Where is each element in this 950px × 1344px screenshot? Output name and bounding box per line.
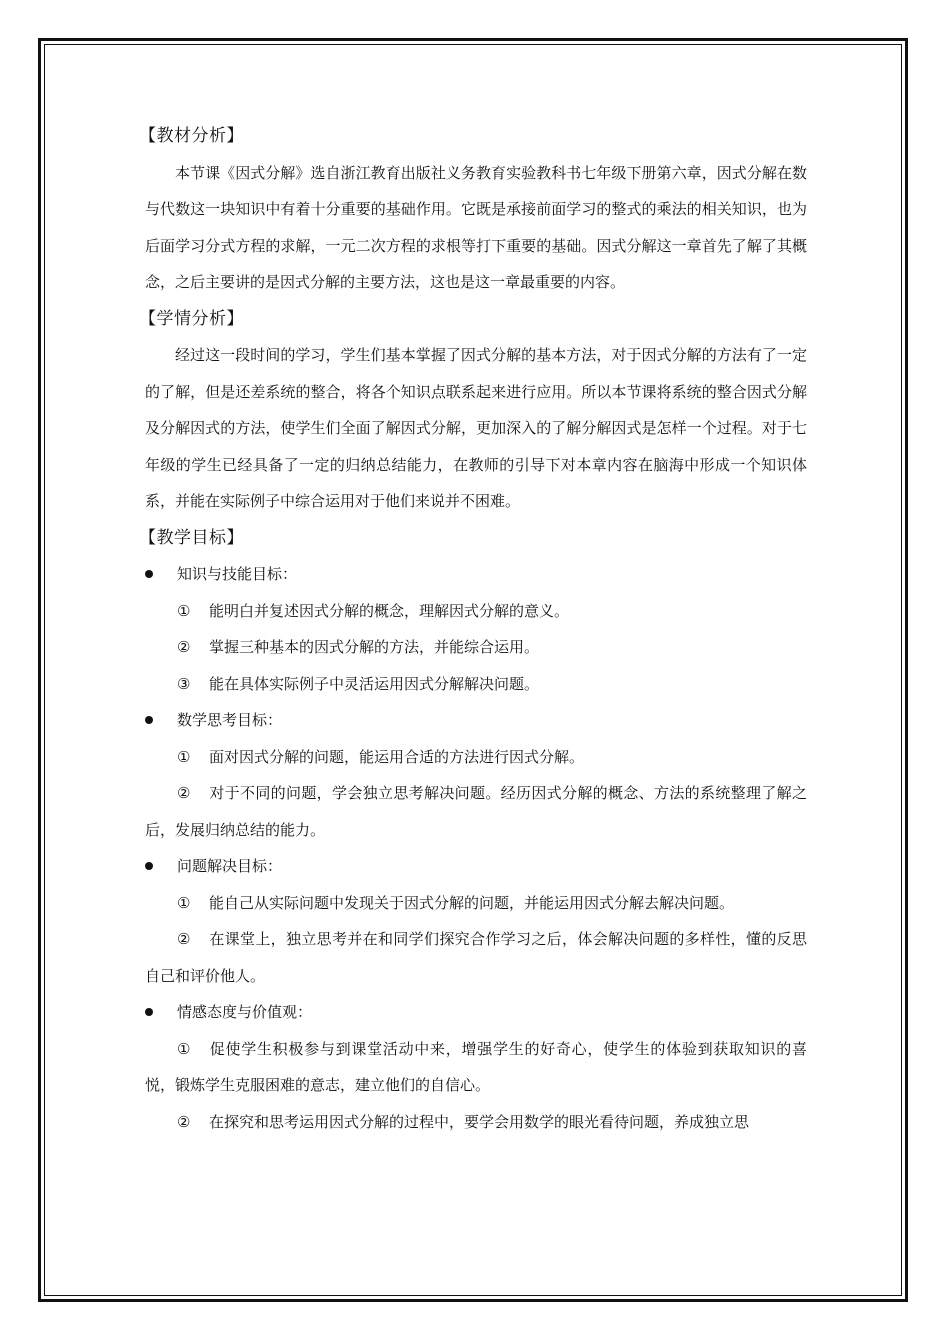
bullet-icon (145, 570, 153, 578)
section-title-goals: 【教学目标】 (139, 527, 244, 548)
goal-group-problem-solving (145, 848, 807, 885)
bullet-icon (145, 1008, 153, 1016)
section-title-material: 【教材分析】 (139, 126, 244, 146)
bullet-icon (145, 862, 153, 870)
goal-item (145, 775, 807, 848)
document-body (139, 118, 807, 1140)
goal-group-attitude (145, 994, 807, 1031)
item-text: 在探究和思考运用因式分解的过程中，要学会用数学的眼光看待问题，养成独立思 (209, 1112, 750, 1131)
students-paragraph: 经过这一段时间的学习，学生们基本掌握了因式分解的基本方法，对于因式分解的方法有了一定的了解，但是还差系统的整合，将各个知识点联系起来进行应用。所以本节课将系统的整合因式分解及分解因式的方法，使学生们全面了解因式分解，更加深入的了解分解因式是怎样一个过程。对于七年级的学生已经具备了一定的归纳总结能力，在教师的引导下对本章内容在脑海中形成一个知识体系，并能在实际例子中综合运用对于他们来说并不困难。 (145, 346, 807, 510)
item-number: ② (177, 784, 191, 802)
item-text: 能在具体实际例子中灵活运用因式分解解决问题。 (209, 674, 540, 693)
item-text: 在课堂上，独立思考并在和同学们探究合作学习之后，体会解决问题的多样性，懂的反思自己和评价他人。 (145, 930, 807, 985)
item-number: ② (177, 1112, 191, 1131)
section-title-students: 【学情分析】 (139, 308, 244, 329)
item-number: ② (177, 638, 191, 656)
goal-group-label: 情感态度与价值观： (177, 1003, 313, 1021)
goal-item (145, 739, 807, 776)
item-text: 面对因式分解的问题，能运用合适的方法进行因式分解。 (209, 747, 585, 766)
item-number: ① (177, 747, 191, 766)
item-text: 促使学生积极参与到课堂活动中来，增强学生的好奇心，使学生的体验到获取知识的喜悦，锻炼学生克服困难的意志，建立他们的自信心。 (145, 1039, 807, 1094)
goal-group-knowledge (145, 556, 807, 593)
goal-item (145, 593, 807, 630)
goal-group-math-thinking (145, 702, 807, 739)
goal-item (145, 1104, 807, 1141)
goal-item (145, 885, 807, 922)
material-paragraph: 本节课《因式分解》选自浙江教育出版社义务教育实验教科书七年级下册第六章，因式分解在数与代数这一块知识中有着十分重要的基础作用。它既是承接前面学习的整式的乘法的相关知识，也为后面学习分式方程的求解，一元二次方程的求根等打下重要的基础。因式分解这一章首先了解了其概念，之后主要讲的是因式分解的主要方法，这也是这一章最重要的内容。 (145, 163, 807, 291)
item-text: 能自己从实际问题中发现关于因式分解的问题，并能运用因式分解去解决问题。 (209, 893, 735, 912)
goal-item (145, 629, 807, 666)
item-number: ① (177, 893, 191, 912)
item-number: ① (177, 601, 191, 620)
item-number: ① (177, 1039, 191, 1058)
bullet-icon (145, 716, 153, 724)
item-text: 掌握三种基本的因式分解的方法，并能综合运用。 (209, 638, 540, 656)
goal-item (145, 666, 807, 703)
item-text: 对于不同的问题，学会独立思考解决问题。经历因式分解的概念、方法的系统整理了解之后，发展归纳总结的能力。 (145, 784, 807, 839)
goal-group-label: 问题解决目标： (177, 857, 283, 875)
goal-group-label: 知识与技能目标： (177, 565, 298, 583)
item-number: ② (177, 930, 191, 948)
item-text: 能明白并复述因式分解的概念，理解因式分解的意义。 (209, 601, 570, 620)
goal-item (145, 921, 807, 994)
item-number: ③ (177, 674, 191, 693)
goal-item (145, 1031, 807, 1104)
goal-group-label: 数学思考目标： (177, 711, 283, 729)
